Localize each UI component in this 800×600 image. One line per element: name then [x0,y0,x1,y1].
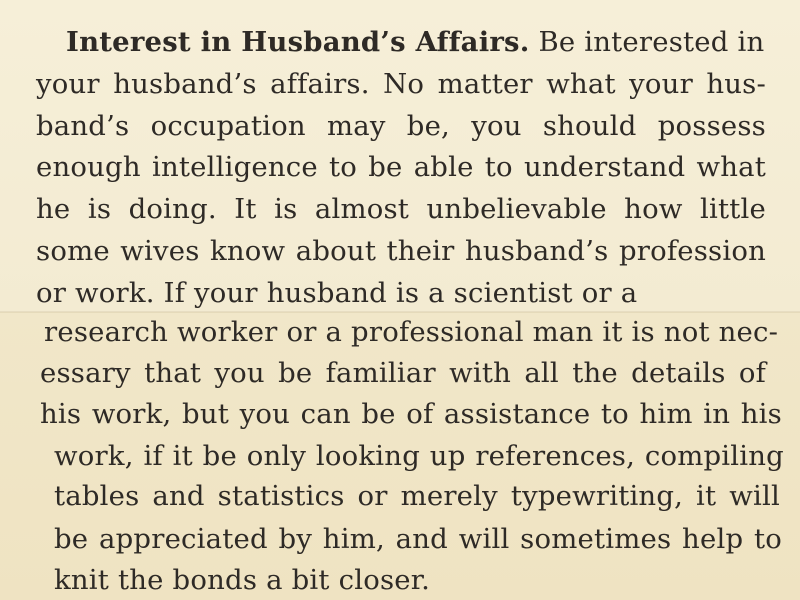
text-line-8: research worker or a professional man it is not nec- [44,316,779,348]
text-line-10: his work, but you can be of assistance to him in his [40,398,782,430]
text-line-4: enough intelligence to be able to understand what [36,151,766,183]
text-line-7: or work. If your husband is a scientist or a [36,277,638,309]
section-heading: Interest in Husband’s Affairs. [66,26,530,58]
text-line-9: essary that you be familiar with all the details of [40,357,766,389]
text-line-1-rest: Be interested in [529,26,765,58]
text-line-13: be appreciated by him, and will sometimes help to [54,523,782,555]
text-line-1 [66,22,766,62]
text-line-12: tables and statistics or merely typewriting, it will [54,480,780,512]
text-line-2: your husband’s affairs. No matter what your hus- [36,68,766,100]
text-line-3: band’s occupation may be, you should possess [36,110,766,142]
text-line-14: knit the bonds a bit closer. [54,564,431,596]
text-line-6: some wives know about their husband’s profession [36,235,766,267]
text-line-11: work, if it be only looking up references, compiling [54,440,784,472]
text-line-5: he is doing. It is almost unbelievable how little [36,193,766,225]
